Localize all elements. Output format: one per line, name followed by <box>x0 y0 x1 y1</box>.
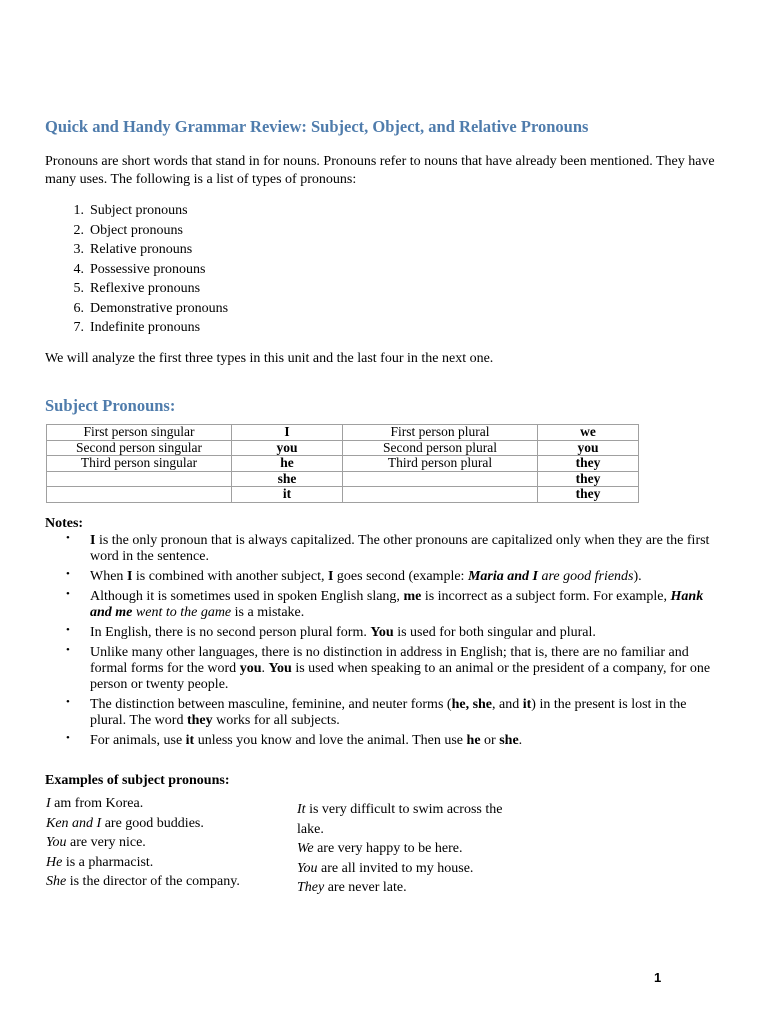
examples-left-column <box>46 794 286 892</box>
list-item <box>45 318 228 338</box>
table-cell <box>47 471 232 487</box>
list-number: 2. <box>73 222 84 238</box>
bold-text: you <box>239 661 262 676</box>
table-row <box>47 471 639 487</box>
example-text: are never late. <box>324 880 407 895</box>
example-text: is a pharmacist. <box>62 854 154 870</box>
table-cell: you <box>538 440 639 456</box>
bullet-icon: • <box>66 732 70 744</box>
note-text: When <box>90 569 127 584</box>
bold-text: it <box>522 697 532 712</box>
example-text: am from Korea. <box>50 796 144 811</box>
note-text: is used when speaking to an animal or the president of a company, for one person or twenty people. <box>90 661 711 692</box>
table-cell: they <box>538 487 639 503</box>
note-text: or <box>480 733 500 748</box>
bold-text: You <box>268 661 292 676</box>
example-sentence <box>297 839 517 859</box>
list-item <box>45 569 715 585</box>
note-text: , and <box>492 697 523 712</box>
section-heading: Subject Pronouns: <box>45 396 176 415</box>
table-cell: Third person plural <box>343 456 538 472</box>
table-cell: Second person plural <box>343 440 538 456</box>
list-number: 4. <box>73 261 84 277</box>
table-cell: they <box>538 471 639 487</box>
example-text: is very difficult to swim across the lake. <box>297 802 503 837</box>
example-sentence <box>46 794 286 814</box>
table-cell: it <box>232 487 343 503</box>
list-item <box>45 533 715 565</box>
note-text: Unlike many other languages, there is no distinction in address in English; that is, there are no familiar and formal forms for the word <box>90 645 689 676</box>
bold-text: it <box>185 733 195 748</box>
table-cell: she <box>232 471 343 487</box>
table-cell: he <box>232 456 343 472</box>
italic-text: went to the game <box>132 605 232 620</box>
notes-heading: Notes: <box>45 516 84 531</box>
bold-text: You <box>370 625 394 640</box>
list-number: 1. <box>73 203 84 218</box>
table-row <box>47 440 639 456</box>
list-item <box>45 625 715 641</box>
bold-text: I <box>327 569 334 584</box>
list-item <box>45 299 228 319</box>
note-text: is a mistake. <box>231 605 305 620</box>
list-item <box>45 645 715 693</box>
note-text: is used for both singular and plural. <box>393 625 596 640</box>
note-text: ). <box>633 569 642 584</box>
bullet-icon: • <box>66 532 70 544</box>
list-item <box>45 260 228 280</box>
example-text: are very nice. <box>66 835 146 850</box>
pronoun-types-list <box>45 201 228 338</box>
table-row <box>47 487 639 503</box>
bullet-icon: • <box>66 568 70 580</box>
example-text: are all invited to my house. <box>317 860 474 876</box>
bold-text: she <box>499 733 519 748</box>
list-item <box>45 279 228 299</box>
list-item <box>45 221 228 241</box>
bold-text: I <box>126 569 133 584</box>
italic-text: They <box>297 880 325 895</box>
table-cell: we <box>538 425 639 441</box>
example-sentence <box>46 833 286 853</box>
note-text: works for all subjects. <box>212 713 340 728</box>
table-cell: Third person singular <box>47 456 232 472</box>
table-cell: you <box>232 440 343 456</box>
bullet-icon: • <box>66 588 70 600</box>
example-sentence <box>297 800 517 839</box>
example-sentence <box>297 878 517 898</box>
italic-text: Ken and I <box>46 815 102 831</box>
note-text: . <box>261 661 269 676</box>
example-sentence <box>46 814 286 834</box>
italic-text: It <box>297 802 306 817</box>
table-row <box>47 425 639 441</box>
note-text: is combined with another subject, <box>132 569 328 584</box>
bold-text: he, she <box>451 697 493 712</box>
example-text: are good buddies. <box>101 815 204 831</box>
note-text: goes second (example: <box>333 569 468 584</box>
bold-text: they <box>186 713 213 728</box>
bold-italic-text: Maria and I <box>467 569 538 584</box>
list-item <box>45 240 228 260</box>
analyze-paragraph: We will analyze the first three types in this unit and the last four in the next one. <box>45 351 494 366</box>
italic-text: She <box>46 874 67 889</box>
note-text: In English, there is no second person plural form. <box>90 625 371 640</box>
notes-list <box>45 533 715 753</box>
example-sentence <box>297 859 517 879</box>
table-cell: First person singular <box>47 425 232 441</box>
list-item <box>45 733 715 749</box>
list-item-label: Reflexive pronouns <box>90 281 201 296</box>
subject-pronoun-table <box>46 424 639 503</box>
list-number: 5. <box>73 281 84 296</box>
bold-text: he <box>466 733 481 748</box>
example-text: are very happy to be here. <box>313 841 463 856</box>
italic-text: are good friends <box>537 569 634 584</box>
example-sentence <box>46 853 286 873</box>
list-number: 7. <box>73 320 84 335</box>
example-text: is the director of the company. <box>66 874 240 889</box>
table-cell <box>343 487 538 503</box>
note-text: ) in the present is lost in the plural. The word <box>90 697 687 728</box>
list-item-label: Object pronouns <box>90 222 183 238</box>
list-number: 3. <box>73 242 84 257</box>
list-item-label: Relative pronouns <box>90 242 193 257</box>
intro-paragraph: Pronouns are short words that stand in for nouns. Pronouns refer to nouns that have already been mentioned. They have many uses. The following is a list of types of pronouns: <box>45 154 715 187</box>
note-text: . <box>518 733 523 748</box>
list-item-label: Indefinite pronouns <box>90 320 201 335</box>
page-number: 1 <box>654 970 662 985</box>
italic-text: He <box>46 854 63 870</box>
table-cell <box>343 471 538 487</box>
italic-text: I <box>46 796 51 811</box>
table-row <box>47 456 639 472</box>
table-cell: they <box>538 456 639 472</box>
note-text: is incorrect as a subject form. For example, <box>421 589 671 604</box>
note-text: Although it is sometimes used in spoken English slang, <box>90 589 404 604</box>
table-cell: Second person singular <box>47 440 232 456</box>
table-cell: First person plural <box>343 425 538 441</box>
bold-italic-text: Hank and me <box>90 589 704 620</box>
list-item-label: Subject pronouns <box>90 203 188 218</box>
bullet-icon: • <box>66 624 70 636</box>
note-text: unless you know and love the animal. Then use <box>194 733 467 748</box>
list-item-label: Possessive pronouns <box>90 261 206 277</box>
table-cell <box>47 487 232 503</box>
note-text: is the only pronoun that is always capitalized. The other pronouns are capitalized only when they are the first word in the sentence. <box>90 533 710 564</box>
bold-text: me <box>403 589 422 604</box>
bullet-icon: • <box>66 644 70 656</box>
list-item <box>45 589 715 621</box>
list-number: 6. <box>73 300 84 316</box>
list-item <box>45 697 715 729</box>
italic-text: You <box>297 860 318 876</box>
bullet-icon: • <box>66 696 70 708</box>
italic-text: You <box>46 835 67 850</box>
examples-right-column <box>297 800 517 898</box>
examples-heading: Examples of subject pronouns: <box>45 773 230 788</box>
example-sentence <box>46 872 286 892</box>
table-cell: I <box>232 425 343 441</box>
list-item <box>45 201 228 221</box>
note-text: The distinction between masculine, feminine, and neuter forms ( <box>90 697 452 712</box>
page-title: Quick and Handy Grammar Review: Subject, Object, and Relative Pronouns <box>45 117 589 136</box>
italic-text: We <box>297 841 314 856</box>
note-text: For animals, use <box>90 733 186 748</box>
list-item-label: Demonstrative pronouns <box>90 300 229 316</box>
bold-text: I <box>90 533 96 548</box>
